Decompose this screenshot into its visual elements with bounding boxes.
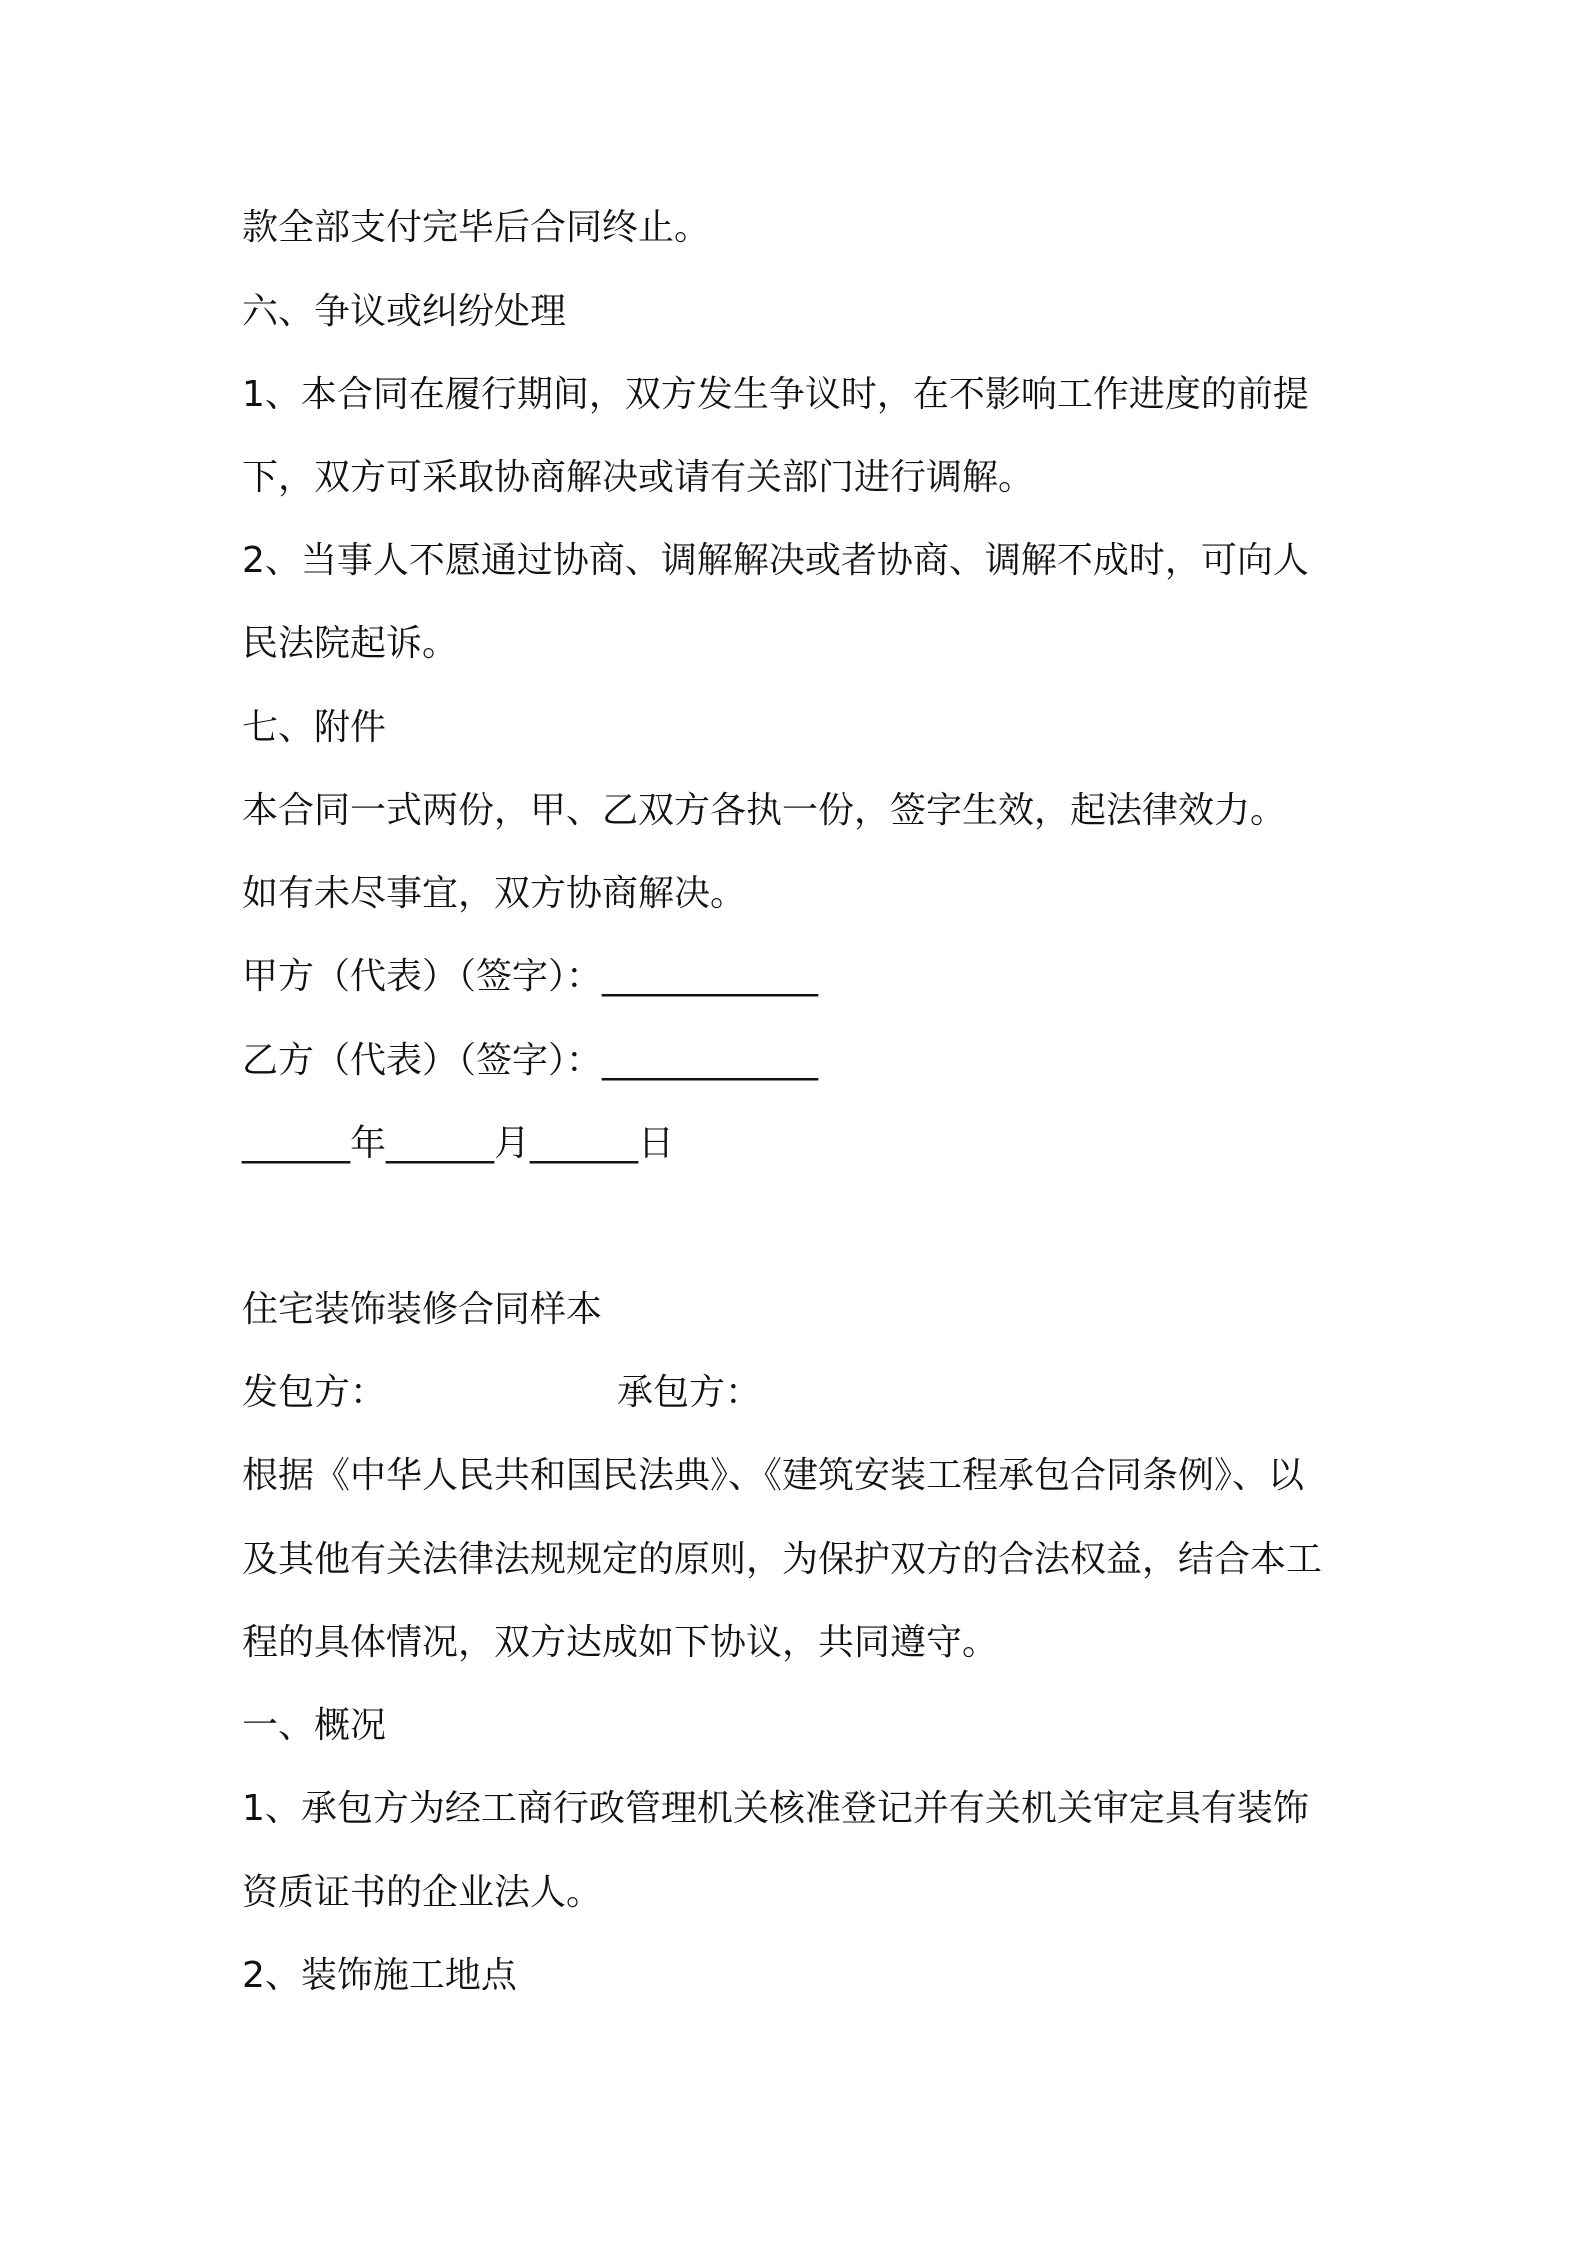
party-a-signature-line: 甲方（代表）（签字）：____________ — [242, 956, 819, 997]
clause-text-line: 程的具体情况，双方达成如下协议，共同遵守。 — [242, 1622, 999, 1663]
text-line-payment-termination: 款全部支付完毕后合同终止。 — [242, 207, 711, 248]
client-label: 发包方： — [242, 1372, 387, 1413]
clause-text-line: 及其他有关法律法规规定的原则，为保护双方的合法权益，结合本工 — [242, 1539, 1323, 1580]
subsection-heading-site: 2、装饰施工地点 — [242, 1955, 517, 1996]
contract-title: 住宅装饰装修合同样本 — [242, 1289, 603, 1330]
clause-text-line: 资质证书的企业法人。 — [242, 1872, 603, 1913]
section-heading-disputes: 六、争议或纠纷处理 — [242, 291, 567, 332]
section-heading-attachments: 七、附件 — [242, 707, 387, 748]
party-b-signature-line: 乙方（代表）（签字）：____________ — [242, 1040, 819, 1081]
clause-text-line: 根据《中华人民共和国民法典》、《建筑安装工程承包合同条例》、以 — [242, 1455, 1305, 1496]
contractor-label: 承包方： — [617, 1372, 762, 1413]
clause-text-line: 民法院起诉。 — [242, 623, 459, 664]
clause-text-line: 1、本合同在履行期间，双方发生争议时，在不影响工作进度的前提 — [242, 374, 1309, 415]
clause-text-line: 1、承包方为经工商行政管理机关核准登记并有关机关审定具有装饰 — [242, 1788, 1309, 1829]
clause-text-line: 2、当事人不愿通过协商、调解解决或者协商、调解不成时，可向人 — [242, 540, 1309, 581]
date-line: ______年______月______日 — [242, 1123, 674, 1164]
clause-text-line: 下，双方可采取协商解决或请有关部门进行调解。 — [242, 457, 1035, 498]
clause-text-line: 如有未尽事宜，双方协商解决。 — [242, 873, 747, 914]
clause-text-line: 本合同一式两份，甲、乙双方各执一份，签字生效，起法律效力。 — [242, 790, 1287, 831]
section-heading-overview: 一、概况 — [242, 1705, 387, 1746]
